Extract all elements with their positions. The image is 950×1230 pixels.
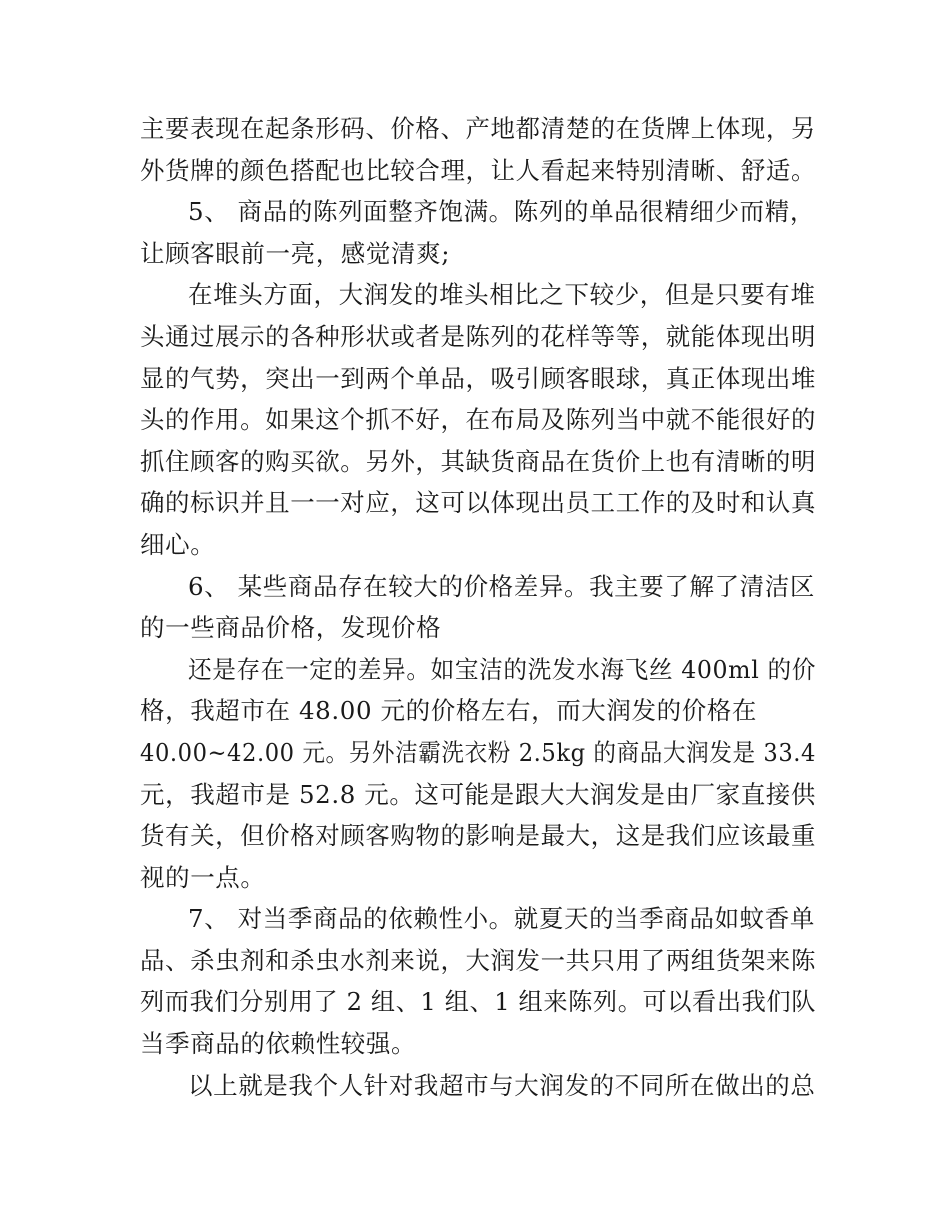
text-line: 当季商品的依赖性较强。 <box>140 1029 417 1059</box>
text-line: 格，我超市在 48.00 元的价格左右，而大润发的价格在 <box>140 696 758 726</box>
text-line: 品、杀虫剂和杀虫水剂来说，大润发一共只用了两组货架来陈 <box>140 945 816 975</box>
body-text <box>140 108 816 1106</box>
text-line: 细心。 <box>140 529 216 559</box>
text-line: 以上就是我个人针对我超市与大润发的不同所在做出的总 <box>188 1070 816 1100</box>
text-line: 的一些商品价格，发现价格 <box>140 613 442 643</box>
text-line: 头通过展示的各种形状或者是陈列的花样等等，就能体现出明 <box>140 321 816 351</box>
text-line: 货有关，但价格对顾客购物的影响是最大，这是我们应该最重 <box>140 821 816 851</box>
text-line: 确的标识并且一一对应，这可以体现出员工工作的及时和认真 <box>140 488 816 518</box>
text-line: 还是存在一定的差异。如宝洁的洗发水海飞丝 400ml 的价 <box>188 654 816 684</box>
text-line: 6、 某些商品存在较大的价格差异。我主要了解了清洁区 <box>188 571 815 601</box>
text-line: 元，我超市是 52.8 元。这可能是跟大大润发是由厂家直接供 <box>140 779 816 809</box>
text-line: 主要表现在起条形码、价格、产地都清楚的在货牌上体现，另 <box>140 114 816 143</box>
text-line: 在堆头方面，大润发的堆头相比之下较少，但是只要有堆 <box>188 280 816 310</box>
text-line: 40.00~42.00 元。另外洁霸洗衣粉 2.5kg 的商品大润发是 33.4 <box>140 737 816 767</box>
text-line: 7、 对当季商品的依赖性小。就夏天的当季商品如蚊香单 <box>188 904 815 934</box>
text-line: 5、 商品的陈列面整齐饱满。陈列的单品很精细少而精， <box>188 197 815 227</box>
text-line: 头的作用。如果这个抓不好，在布局及陈列当中就不能很好的 <box>140 405 816 435</box>
text-line: 让顾客眼前一亮，感觉清爽; <box>140 238 451 268</box>
text-line: 显的气势，突出一到两个单品，吸引顾客眼球，真正体现出堆 <box>140 363 816 393</box>
text-line: 抓住顾客的购买欲。另外，其缺货商品在货价上也有清晰的明 <box>140 446 816 476</box>
text-line: 列而我们分别用了 2 组、1 组、1 组来陈列。可以看出我们队 <box>140 987 816 1017</box>
text-line: 视的一点。 <box>140 862 266 892</box>
text-line: 外货牌的颜色搭配也比较合理，让人看起来特别清晰、舒适。 <box>140 155 816 185</box>
